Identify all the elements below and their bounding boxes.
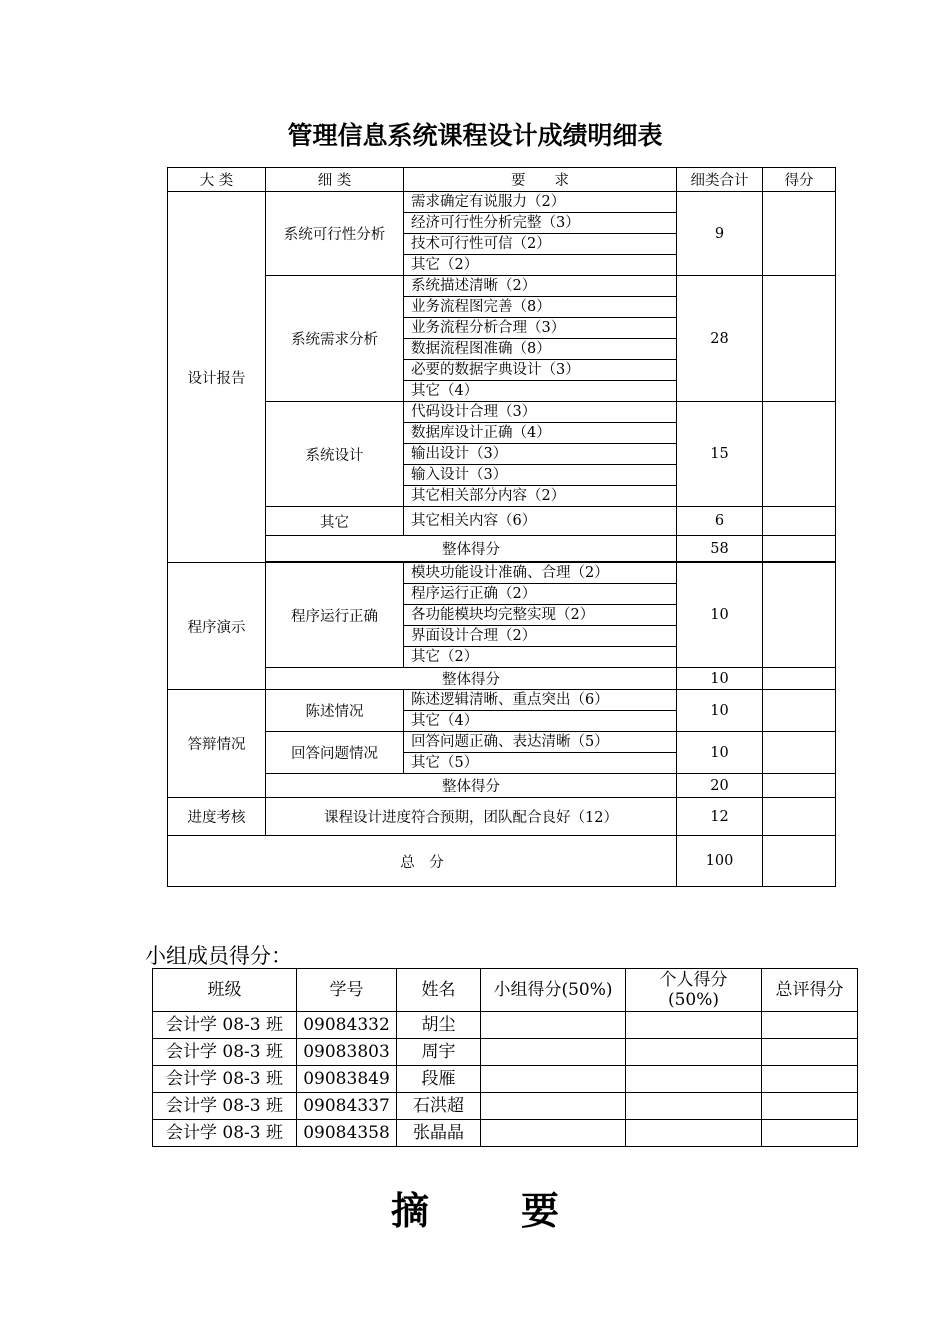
overall-score-label: 整体得分 — [266, 668, 677, 690]
score-cell[interactable] — [763, 732, 836, 774]
group-score-cell[interactable] — [481, 1066, 626, 1093]
requirement-cell: 回答问题正确、表达清晰（5） — [404, 732, 677, 753]
score-cell[interactable] — [763, 276, 836, 402]
personal-score-cell[interactable] — [626, 1066, 762, 1093]
subcategory-cell: 系统需求分析 — [266, 276, 404, 402]
requirement-cell: 业务流程图完善（8） — [404, 297, 677, 318]
subcategory-cell: 其它 — [266, 507, 404, 536]
student-id-cell: 09084332 — [297, 1012, 397, 1039]
requirement-cell: 输出设计（3） — [404, 444, 677, 465]
header-total-score: 总评得分 — [762, 969, 858, 1012]
class-cell: 会计学 08-3 班 — [153, 1012, 297, 1039]
requirement-cell: 课程设计进度符合预期，团队配合良好（12） — [266, 798, 677, 836]
total-score-cell[interactable] — [762, 1012, 858, 1039]
grade-detail-table — [167, 167, 836, 887]
abstract-heading-char-1: 摘 — [390, 1189, 429, 1233]
header-personal-score — [626, 969, 762, 1012]
subcategory-cell: 陈述情况 — [266, 690, 404, 732]
total-score-cell[interactable] — [762, 1066, 858, 1093]
subcategory-cell: 系统设计 — [266, 402, 404, 507]
requirement-cell: 程序运行正确（2） — [404, 584, 677, 605]
subtotal-cell: 9 — [677, 192, 763, 276]
header-personal-score-line1: 个人得分 — [659, 970, 728, 990]
student-id-cell: 09084337 — [297, 1093, 397, 1120]
requirement-cell: 各功能模块均完整实现（2） — [404, 605, 677, 626]
requirement-cell: 其它（4） — [404, 711, 677, 732]
personal-score-cell[interactable] — [626, 1120, 762, 1147]
overall-score-label: 整体得分 — [266, 536, 677, 562]
requirement-cell: 模块功能设计准确、合理（2） — [404, 563, 677, 584]
score-cell[interactable] — [763, 668, 836, 690]
requirement-cell: 代码设计合理（3） — [404, 402, 677, 423]
score-cell[interactable] — [763, 563, 836, 668]
header-subtotal: 细类合计 — [677, 168, 763, 192]
total-score-cell[interactable] — [762, 1093, 858, 1120]
subcategory-cell: 回答问题情况 — [266, 732, 404, 774]
subtotal-cell: 10 — [677, 563, 763, 668]
table-row — [168, 836, 836, 887]
table-row — [168, 563, 836, 584]
header-name: 姓名 — [397, 969, 481, 1012]
class-cell: 会计学 08-3 班 — [153, 1039, 297, 1066]
abstract-heading — [0, 1180, 950, 1235]
table-row — [168, 690, 836, 711]
subtotal-cell: 15 — [677, 402, 763, 507]
member-score-table — [152, 968, 858, 1147]
group-score-cell[interactable] — [481, 1012, 626, 1039]
table-row — [168, 774, 836, 798]
category-cell: 程序演示 — [168, 563, 266, 690]
table-header-row — [153, 969, 858, 1012]
student-id-cell: 09083803 — [297, 1039, 397, 1066]
name-cell: 张晶晶 — [397, 1120, 481, 1147]
requirement-cell: 其它（2） — [404, 647, 677, 668]
requirement-cell: 其它（5） — [404, 753, 677, 774]
personal-score-cell[interactable] — [626, 1039, 762, 1066]
class-cell: 会计学 08-3 班 — [153, 1066, 297, 1093]
requirement-cell: 其它（2） — [404, 255, 677, 276]
group-score-cell[interactable] — [481, 1093, 626, 1120]
requirement-cell: 经济可行性分析完整（3） — [404, 213, 677, 234]
group-score-cell[interactable] — [481, 1120, 626, 1147]
score-cell[interactable] — [763, 192, 836, 276]
table-row — [168, 536, 836, 562]
table-row — [153, 1093, 858, 1120]
class-cell: 会计学 08-3 班 — [153, 1120, 297, 1147]
requirement-cell: 界面设计合理（2） — [404, 626, 677, 647]
requirement-cell: 必要的数据字典设计（3） — [404, 360, 677, 381]
subcategory-cell: 系统可行性分析 — [266, 192, 404, 276]
table-row — [168, 192, 836, 213]
requirement-cell: 技术可行性可信（2） — [404, 234, 677, 255]
score-cell[interactable] — [763, 798, 836, 836]
requirement-cell: 其它（4） — [404, 381, 677, 402]
student-id-cell: 09084358 — [297, 1120, 397, 1147]
header-personal-score-line2: (50%) — [667, 990, 720, 1010]
category-cell: 设计报告 — [168, 192, 266, 563]
grand-total-value: 100 — [677, 836, 763, 887]
score-cell[interactable] — [763, 507, 836, 536]
table-row — [153, 1066, 858, 1093]
table-header-row — [168, 168, 836, 192]
requirement-cell: 其它相关内容（6） — [404, 507, 677, 536]
header-category: 大 类 — [168, 168, 266, 192]
score-cell[interactable] — [763, 774, 836, 798]
subtotal-cell: 28 — [677, 276, 763, 402]
table-row — [168, 668, 836, 690]
subtotal-cell: 10 — [677, 690, 763, 732]
requirement-cell: 系统描述清晰（2） — [404, 276, 677, 297]
total-score-cell[interactable] — [762, 1039, 858, 1066]
requirement-cell: 业务流程分析合理（3） — [404, 318, 677, 339]
name-cell: 石洪超 — [397, 1093, 481, 1120]
score-cell[interactable] — [763, 402, 836, 507]
personal-score-cell[interactable] — [626, 1093, 762, 1120]
name-cell: 段雁 — [397, 1066, 481, 1093]
requirement-cell: 数据库设计正确（4） — [404, 423, 677, 444]
overall-score-label: 整体得分 — [266, 774, 677, 798]
requirement-cell: 需求确定有说服力（2） — [404, 192, 677, 213]
student-id-cell: 09083849 — [297, 1066, 397, 1093]
name-cell: 周宇 — [397, 1039, 481, 1066]
header-requirement: 要 求 — [404, 168, 677, 192]
requirement-cell: 其它相关部分内容（2） — [404, 486, 677, 507]
header-class: 班级 — [153, 969, 297, 1012]
table-row — [168, 507, 836, 536]
header-group-score: 小组得分(50%) — [481, 969, 626, 1012]
table-row — [153, 1120, 858, 1147]
class-cell: 会计学 08-3 班 — [153, 1093, 297, 1120]
personal-score-cell[interactable] — [626, 1012, 762, 1039]
subtotal-cell: 10 — [677, 668, 763, 690]
subtotal-cell: 6 — [677, 507, 763, 536]
header-student-id: 学号 — [297, 969, 397, 1012]
total-score-cell[interactable] — [762, 1120, 858, 1147]
score-cell[interactable] — [763, 836, 836, 887]
subcategory-cell: 程序运行正确 — [266, 563, 404, 668]
table-row — [168, 402, 836, 423]
score-cell[interactable] — [763, 690, 836, 732]
header-subcategory: 细 类 — [266, 168, 404, 192]
requirement-cell: 陈述逻辑清晰、重点突出（6） — [404, 690, 677, 711]
page-title: 管理信息系统课程设计成绩明细表 — [287, 121, 663, 150]
header-score: 得分 — [763, 168, 836, 192]
requirement-cell: 数据流程图准确（8） — [404, 339, 677, 360]
table-row — [168, 732, 836, 753]
group-score-cell[interactable] — [481, 1039, 626, 1066]
subtotal-cell: 10 — [677, 732, 763, 774]
score-cell[interactable] — [763, 536, 836, 562]
table-row — [153, 1039, 858, 1066]
category-cell: 答辩情况 — [168, 690, 266, 798]
members-heading: 小组成员得分： — [145, 944, 292, 968]
table-row — [153, 1012, 858, 1039]
grand-total-label: 总 分 — [168, 836, 677, 887]
subtotal-cell: 20 — [677, 774, 763, 798]
name-cell: 胡尘 — [397, 1012, 481, 1039]
subtotal-cell: 58 — [677, 536, 763, 562]
table-row — [168, 798, 836, 836]
requirement-cell: 输入设计（3） — [404, 465, 677, 486]
category-cell: 进度考核 — [168, 798, 266, 836]
abstract-heading-char-2: 要 — [521, 1189, 560, 1233]
table-row — [168, 276, 836, 297]
subtotal-cell: 12 — [677, 798, 763, 836]
